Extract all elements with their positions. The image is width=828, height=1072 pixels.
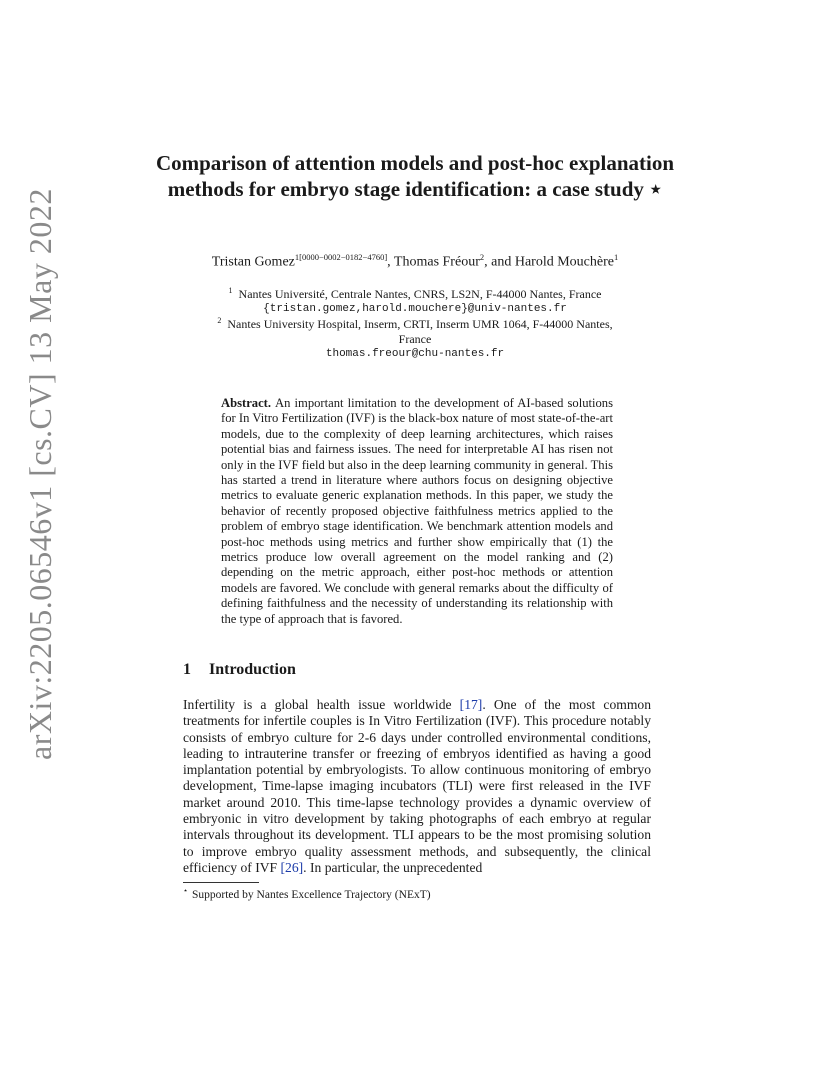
section-number: 1 bbox=[183, 661, 191, 678]
affiliation-text-continued: France bbox=[398, 332, 432, 346]
author-affiliation-mark: 2 bbox=[479, 252, 485, 262]
arxiv-identifier: arXiv:2205.06546v1 [cs.CV] 13 May 2022 bbox=[22, 188, 58, 760]
affiliation-text: Nantes Université, Centrale Nantes, CNRS, LS2N, F-44000 Nantes, France bbox=[238, 287, 602, 301]
section-heading bbox=[183, 661, 296, 679]
introduction-paragraph bbox=[183, 697, 651, 876]
author-name: Harold Mouchère bbox=[514, 254, 614, 270]
title-text: Comparison of attention models and post-hoc explanation methods for embryo stage identification: a case study bbox=[155, 151, 675, 201]
author-separator: , and bbox=[484, 254, 515, 270]
paper-title bbox=[150, 150, 680, 202]
author-list bbox=[150, 252, 680, 271]
author-name: Thomas Fréour bbox=[393, 254, 480, 270]
author-affiliation-mark: 1 bbox=[613, 252, 619, 262]
affiliation-email: thomas.freour@chu-nantes.fr bbox=[325, 348, 505, 360]
abstract-label: Abstract. bbox=[221, 396, 272, 410]
affiliation-2 bbox=[180, 313, 650, 362]
citation-link[interactable]: [26] bbox=[280, 859, 304, 875]
section-title: Introduction bbox=[209, 661, 296, 678]
paragraph-text: . In particular, the unprecedented bbox=[303, 859, 483, 875]
paragraph-text: . One of the most common treatments for infertile couples is In Vitro Fertilization (IVF). This procedure notably consists of embryo culture for 2-6 days under controlled environmental conditions, leading to intrauterine transfer or freezing of embryos identified as having a good implantation potential by embryologists. To allow continuous monitoring of embryo development, Time-lapse imaging incubators (TLI) were first released in the IVF market around 2010. This time-lapse technology provides a dynamic overview of embryonic in vitro development by taking photographs of each embryo at regular intervals throughout its development. TLI appears to be the most promising solution to improve embryo quality assessment methods, and subsequently, the clinical efficiency of IVF bbox=[183, 697, 651, 875]
footnote bbox=[183, 886, 431, 901]
footnote-text: Supported by Nantes Excellence Trajectory (NExT) bbox=[192, 888, 431, 901]
affiliation-text: Nantes University Hospital, Inserm, CRTI, Inserm UMR 1064, F-44000 Nantes, bbox=[227, 317, 613, 331]
paragraph-text: Infertility is a global health issue worldwide bbox=[183, 697, 460, 712]
abstract-text: An important limitation to the development of AI-based solutions for In Vitro Fertilization (IVF) is the black-box nature of most state-of-the-art models, due to the complexity of deep learning architectures, which raises potential bias and fairness issues. The need for interpretable AI has risen not only in the IVF field but also in the deep learning community in general. This has started a trend in literature where authors focus on designing objective metrics to evaluate generic explanation methods. In this paper, we study the behavior of recently proposed objective faithfulness metrics applied to the problem of embryo stage identification. We benchmark attention models and post-hoc methods using metrics and further show empirically that (1) the metrics produce low overall agreement on the model ranking and (2) depending on the metric approach, either post-hoc methods or attention models are favored. We conclude with general remarks about the difficulty of defining faithfulness and the necessity of understanding its relationship with the type of approach that is favored. bbox=[221, 396, 613, 626]
author-name: Tristan Gomez bbox=[211, 254, 295, 270]
citation-link[interactable]: [17] bbox=[459, 697, 483, 712]
affiliation-number: 1 bbox=[228, 286, 233, 295]
author-separator: , bbox=[387, 254, 394, 270]
affiliation-1 bbox=[180, 283, 650, 317]
footnote-mark: ⋆ bbox=[183, 886, 189, 895]
author-affiliation-mark: 1[0000−0002−0182−4760] bbox=[294, 252, 388, 262]
affiliation-email: {tristan.gomez,harold.mouchere}@univ-nantes.fr bbox=[263, 303, 567, 315]
affiliation-number: 2 bbox=[217, 316, 222, 325]
title-footnote-mark: ⋆ bbox=[649, 177, 663, 201]
footnote-divider bbox=[183, 882, 259, 883]
abstract bbox=[221, 396, 613, 627]
